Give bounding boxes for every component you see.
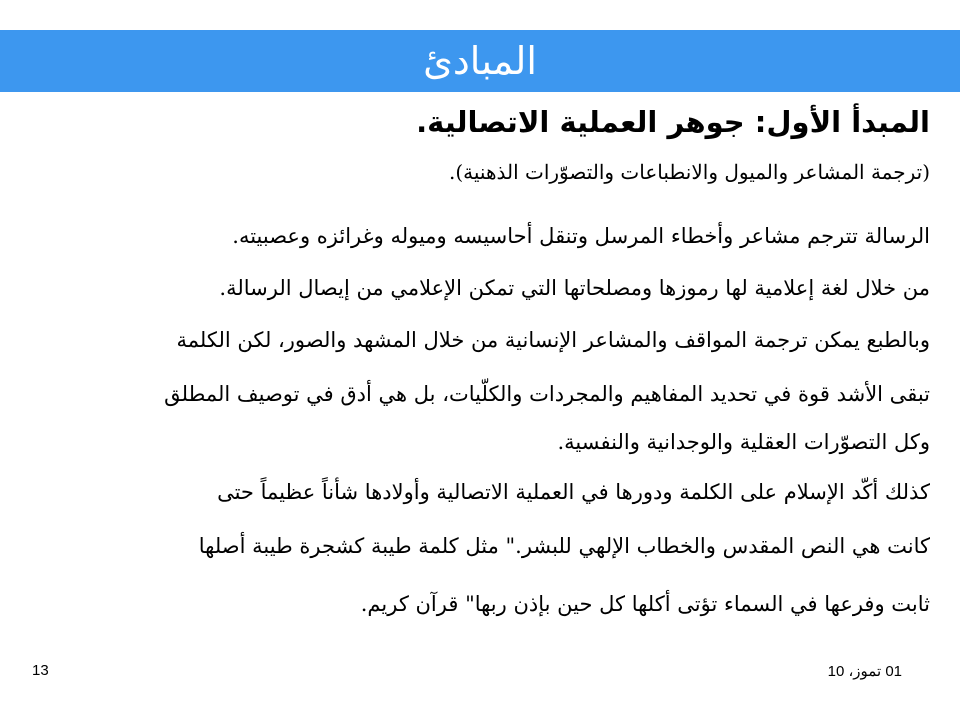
title-bar [0,30,960,92]
slide-title: المبادئ [423,39,537,83]
slide-number: 13 [32,662,49,679]
body-line-6: كذلك أكّد الإسلام على الكلمة ودورها في العملية الاتصالية وأولادها شأناً عظيماً حتى [217,480,930,504]
body-line-8: ثابت وفرعها في السماء تؤتى أكلها كل حين بإذن ربها" قرآن كريم. [360,592,930,616]
principle-heading: المبدأ الأول: جوهر العملية الاتصالية. [416,105,930,139]
body-line-7: كانت هي النص المقدس والخطاب الإلهي للبشر." مثل كلمة طيبة كشجرة طيبة أصلها [198,534,930,558]
principle-subheading: (ترجمة المشاعر والميول والانطباعات والتصوّرات الذهنية). [448,160,930,184]
body-line-3: وبالطبع يمكن ترجمة المواقف والمشاعر الإنسانية من خلال المشهد والصور، لكن الكلمة [176,328,930,352]
slide-date: 01 تموز، 10 [827,663,902,680]
body-line-5: وكل التصوّرات العقلية والوجدانية والنفسية. [557,430,930,454]
body-line-1: الرسالة تترجم مشاعر وأخطاء المرسل وتنقل أحاسيسه وميوله وغرائزه وعصبيته. [232,224,930,248]
body-line-2: من خلال لغة إعلامية لها رموزها ومصلحاتها التي تمكن الإعلامي من إيصال الرسالة. [219,276,930,300]
body-line-4: تبقى الأشد قوة في تحديد المفاهيم والمجردات والكلّيات، بل هي أدق في توصيف المطلق [164,382,930,406]
